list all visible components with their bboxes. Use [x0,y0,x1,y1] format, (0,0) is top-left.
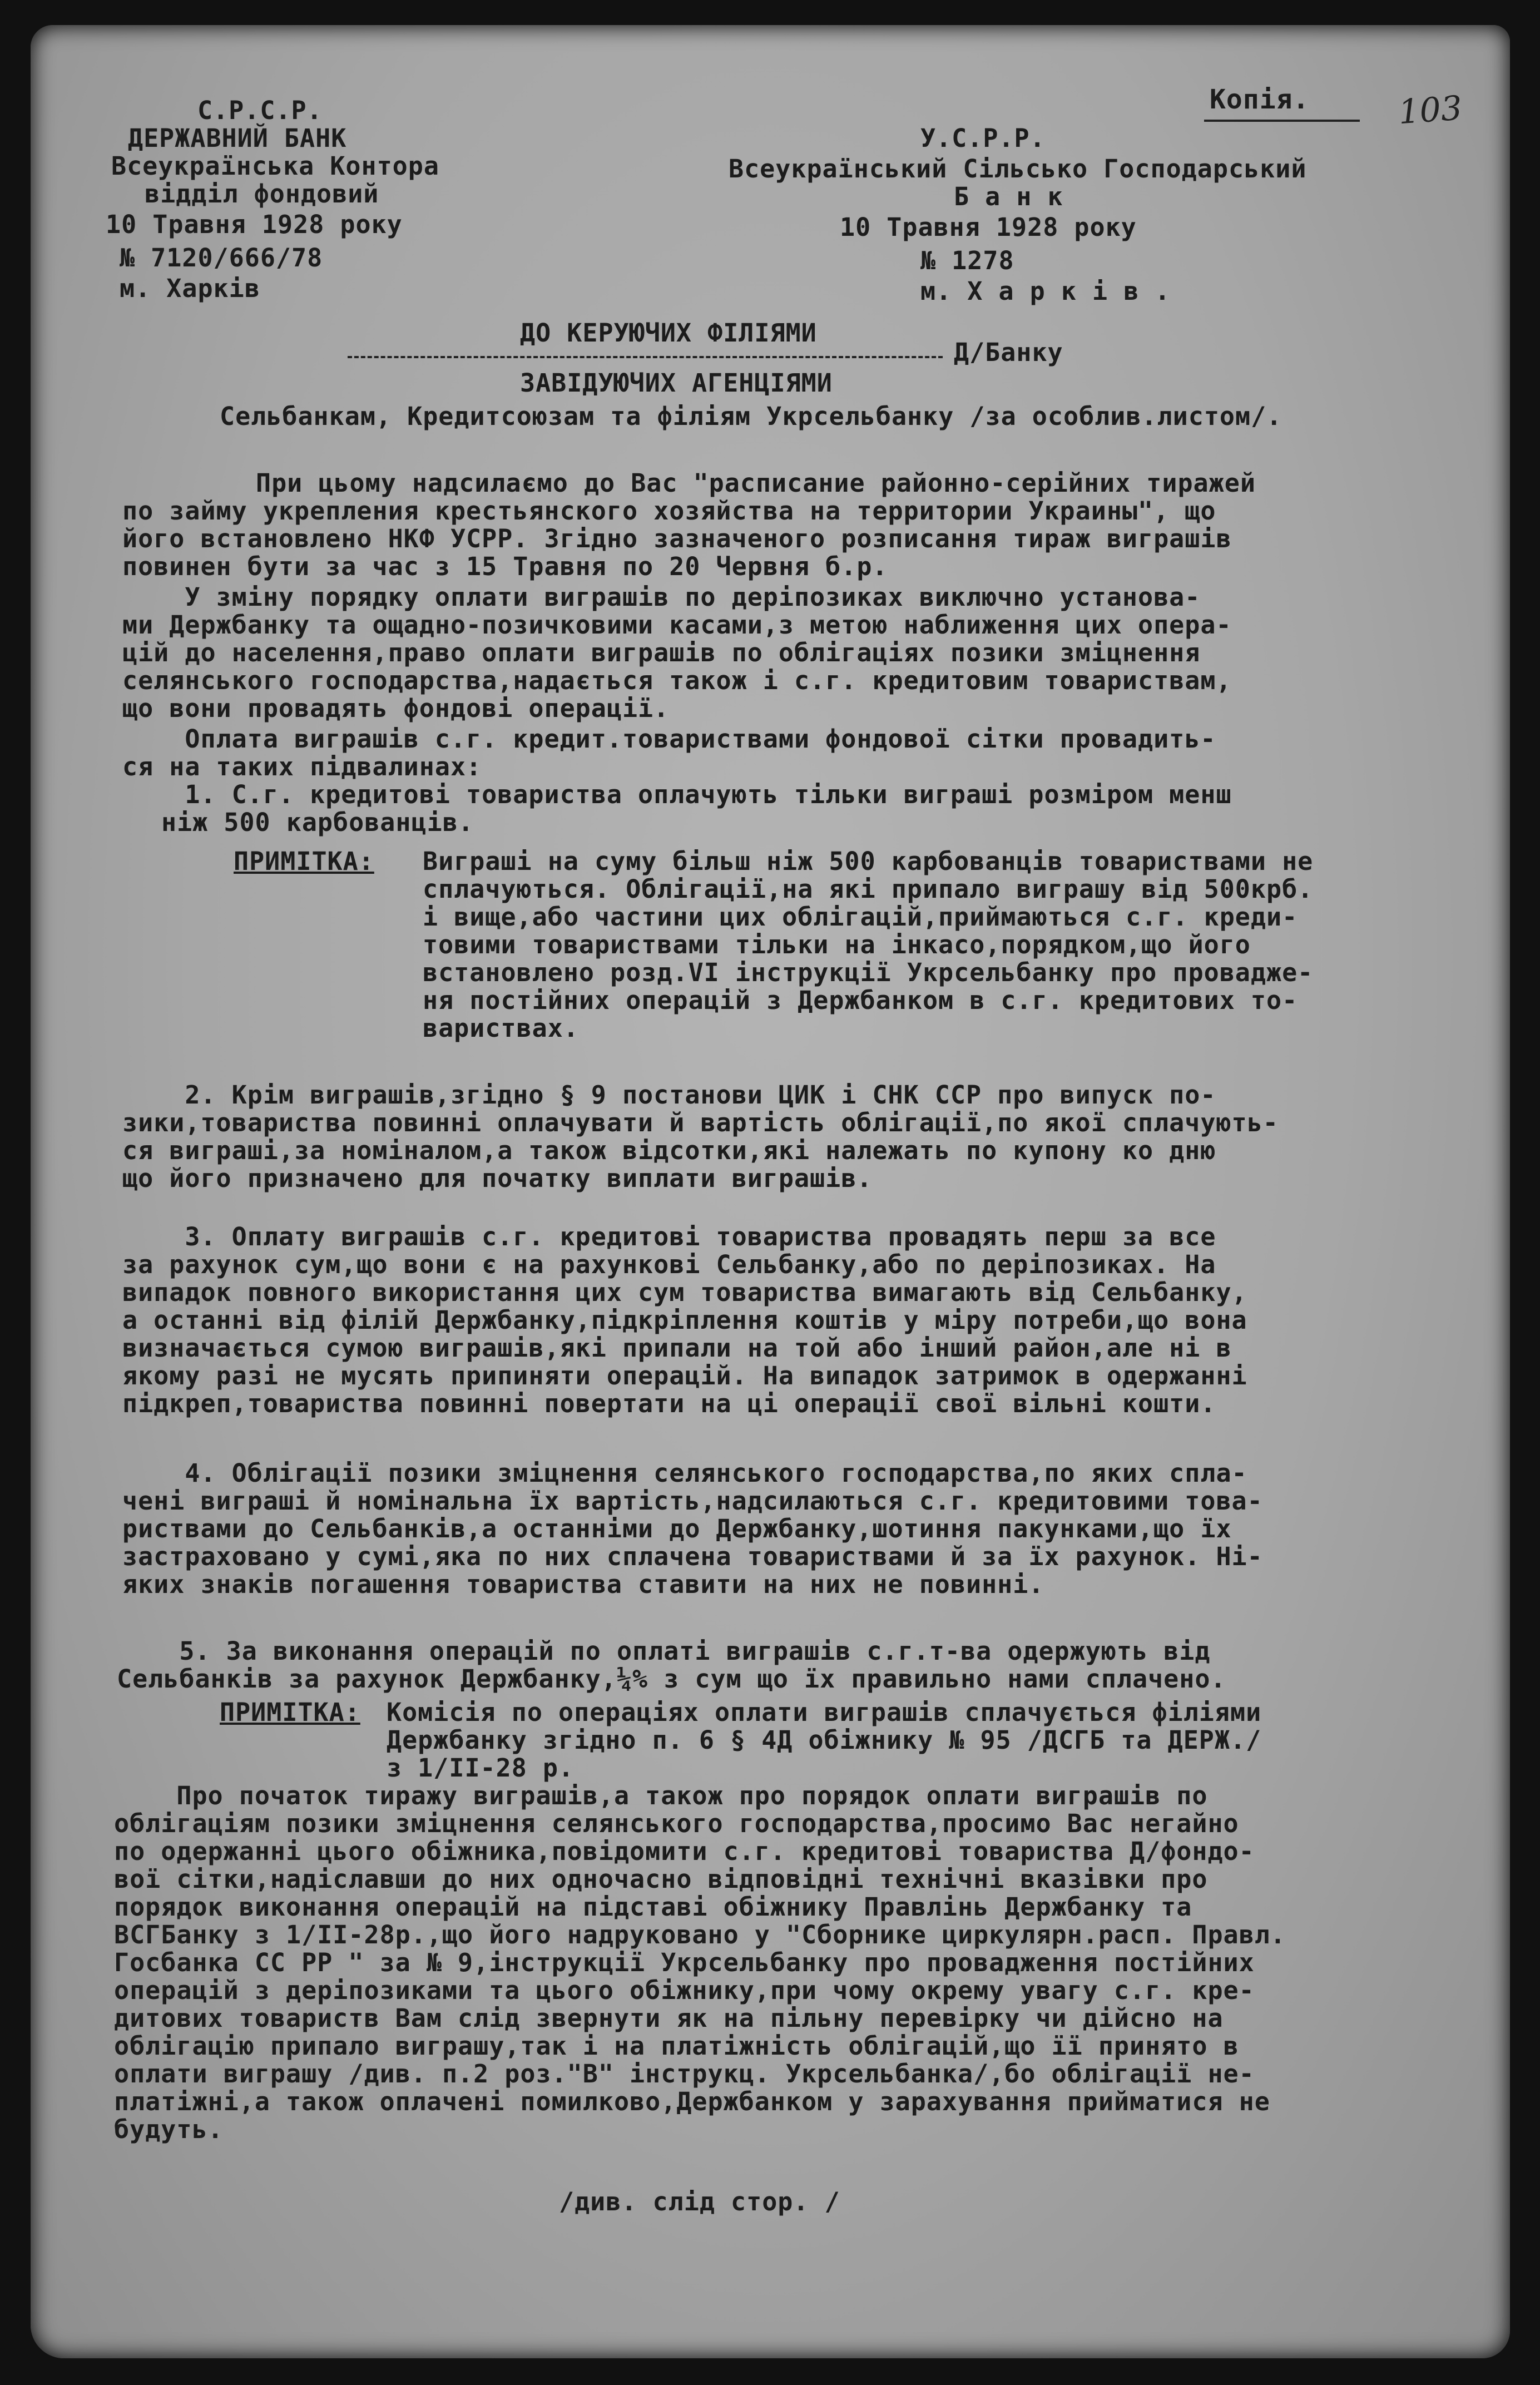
closing-line: оплати виграшу /див. п.2 роз."В" інструкц. Укрсельбанка/,бо облігації не- [114,2059,1255,2089]
body-line: по займу укрепления крестьянского хозяйства на территории Украины", що [122,496,1216,526]
addressee-1: ДО КЕРУЮЧИХ ФІЛІЯМИ [520,318,817,348]
note-line: товими товариствами тільки на інкасо,порядком,що його [423,930,1251,959]
closing-line: будуть. [114,2115,224,2144]
note-line: ня постійних операцій з Держбанком в с.г. кредитових то- [423,986,1298,1015]
addressee-underline [348,356,943,358]
header-right-line-3: Б а н к [954,182,1063,211]
header-right-line-1: У.С.Р.Р. [920,123,1046,153]
closing-line: ВСГБанку з 1/II-28р.,що його надруковано у "Сборнике циркулярн.расп. Правл. [114,1920,1286,1949]
para-line: застраховано у сумі,яка по них сплачена товариствами й за їх рахунок. Ні- [122,1542,1263,1571]
copy-mark-underline [1204,120,1360,122]
header-left-line-3: Всеукраїнська Контора [111,151,439,181]
body-line: У зміну порядку оплати виграшів по деріпозиках виключно установа- [122,582,1201,612]
footer-continued: /див. слід стор. / [559,2187,840,2216]
para-line: за рахунок сум,що вони є на рахункові Сельбанку,або по деріпозиках. На [122,1250,1216,1279]
addressee-bank: Д/Банку [954,338,1063,367]
copy-mark: Копія. [1210,84,1310,115]
para-line: Сельбанків за рахунок Держбанку,¼% з сум що їх правильно нами сплачено. [117,1664,1226,1694]
header-left-line-7: м. Харків [120,274,260,303]
closing-line: платіжні,а також оплачені помилково,Держбанком у зарахування прийматися не [114,2087,1270,2116]
closing-line: Про початок тиражу виграшів,а також про порядок оплати виграшів по [114,1781,1208,1810]
body-line: При цьому надсилаємо до Вас "расписание районно-серійних тиражей [256,468,1256,498]
note-line: встановлено розд.VI інструкції Укрсельбанку про провадже- [423,958,1314,987]
body-line: селянського господарства,надається також і с.г. кредитовим товариствам, [122,666,1232,695]
header-left-line-6: № 7120/666/78 [120,243,323,273]
para-line: випадок повного використання цих сум товариства вимагають від Сельбанку, [122,1278,1247,1307]
body-line: цій до населення,право оплати виграшів по облігаціях позики зміцнення [122,638,1201,667]
header-left-line-5: 10 Травня 1928 року [106,210,403,239]
body-line: повинен бути за час з 15 Травня по 20 Червня б.р. [122,552,888,581]
para-line: якому разі не мусять припиняти операцій. На випадок затримок в одержанні [122,1361,1247,1391]
note-line: Держбанку згідно п. 6 § 4Д обіжнику № 95 /ДСГБ та ДЕРЖ./ [387,1725,1262,1755]
closing-line: порядок виконання операцій на підставі обіжнику Правлінь Держбанку та [114,1892,1192,1922]
note-1-label: ПРИМІТКА: [234,847,374,876]
closing-line: облігаціям позики зміцнення селянського господарства,просимо Вас негайно [114,1809,1239,1838]
closing-line: операцій з деріпозиками та цього обіжнику,при чому окрему увагу с.г. кре- [114,1976,1255,2005]
note-line: Комісія по операціях оплати виграшів сплачується філіями [387,1698,1262,1727]
para-line: а останні від філій Держбанку,підкріплення коштів у міру потреби,що вона [122,1305,1247,1335]
body-line: ми Держбанку та ощадно-позичковими касами,з метою наближення цих опера- [122,610,1232,640]
para-line: риствами до Сельбанків,а останніми до Держбанку,шотиння пакунками,що їх [122,1514,1232,1543]
body-line: Оплата виграшів с.г. кредит.товариствами фондової сітки провадить- [122,724,1216,754]
page-number-handwritten: 103 [1397,88,1464,132]
closing-line: Госбанка СС РР " за № 9,інструкції Укрсельбанку про провадження постійних [114,1948,1255,1977]
body-line: ся на таких підвалинах: [122,752,482,781]
note-line: сплачуються. Облігації,на які припало виграшу від 500крб. [423,874,1314,904]
closing-line: дитових товариств Вам слід звернути як на пільну перевірку чи дійсно на [114,2003,1224,2033]
para-line: 4. Облігації позики зміцнення селянського господарства,по яких спла- [122,1458,1247,1488]
para-line: визначається сумою виграшів,які припали на той або інший район,але ні в [122,1333,1232,1363]
header-left-line-1: С.Р.С.Р. [197,96,323,125]
note-2-label: ПРИМІТКА: [220,1698,360,1727]
header-right-line-2: Всеукраїнський Сільсько Господарський [729,154,1307,184]
closing-line: вої сітки,надіславши до них одночасно відповідні технічні вказівки про [114,1864,1208,1894]
note-line: вариствах. [423,1013,579,1043]
body-line: ніж 500 карбованців. [161,808,474,837]
body-line: його встановлено НКФ УСРР. Згідно зазначеного розписання тираж виграшів [122,524,1232,553]
document-sheet [31,25,1510,2358]
header-right-line-4: 10 Травня 1928 року [840,212,1137,242]
para-line: 3. Оплату виграшів с.г. кредитові товариства провадять перш за все [122,1222,1216,1251]
para-line: чені виграші й номінальна їх вартість,надсилаються с.г. кредитовими това- [122,1486,1263,1516]
header-right-line-6: м. Х а р к і в . [920,276,1171,306]
para-line: зики,товариства повинні оплачувати й вартість облігації,по якої сплачують- [122,1108,1279,1137]
body-line: 1. С.г. кредитові товариства оплачують тільки виграші розміром менш [122,780,1232,809]
addressee-2: ЗАВІДУЮЧИХ АГЕНЦІЯМИ [520,368,833,398]
addressee-3: Сельбанкам, Кредитсоюзам та філіям Укрсельбанку /за особлив.листом/. [220,402,1282,431]
header-right-line-5: № 1278 [920,246,1014,275]
header-left-line-2: ДЕРЖАВНИЙ БАНК [128,123,347,153]
header-left-line-4: відділ фондовий [145,179,379,209]
para-line: що його призначено для початку виплати виграшів. [122,1164,873,1193]
closing-line: по одержанні цього обіжника,повідомити с.г. кредитові товариства Д/фондо- [114,1837,1255,1866]
note-line: і вище,або частини цих облігацій,приймаються с.г. креди- [423,902,1298,932]
closing-line: облігацію припало виграшу,так і на платіжність облігацій,що її принято в [114,2031,1239,2061]
para-line: яких знаків погашення товариства ставити на них не повинні. [122,1570,1044,1599]
para-line: 5. За виконання операцій по оплаті виграшів с.г.т-ва одержують від [117,1636,1211,1666]
body-line: що вони провадять фондові операції. [122,694,670,723]
note-line: з 1/II-28 р. [387,1753,575,1783]
para-line: підкреп,товариства повинні повертати на ці операції свої вільні кошти. [122,1389,1216,1418]
para-line: 2. Крім виграшів,згідно § 9 постанови ЦИК і СНК ССР про випуск по- [122,1080,1216,1110]
note-line: Виграші на суму більш ніж 500 карбованців товариствами не [423,847,1314,876]
para-line: ся виграші,за номіналом,а також відсотки,які належать по купону ко дню [122,1136,1216,1165]
